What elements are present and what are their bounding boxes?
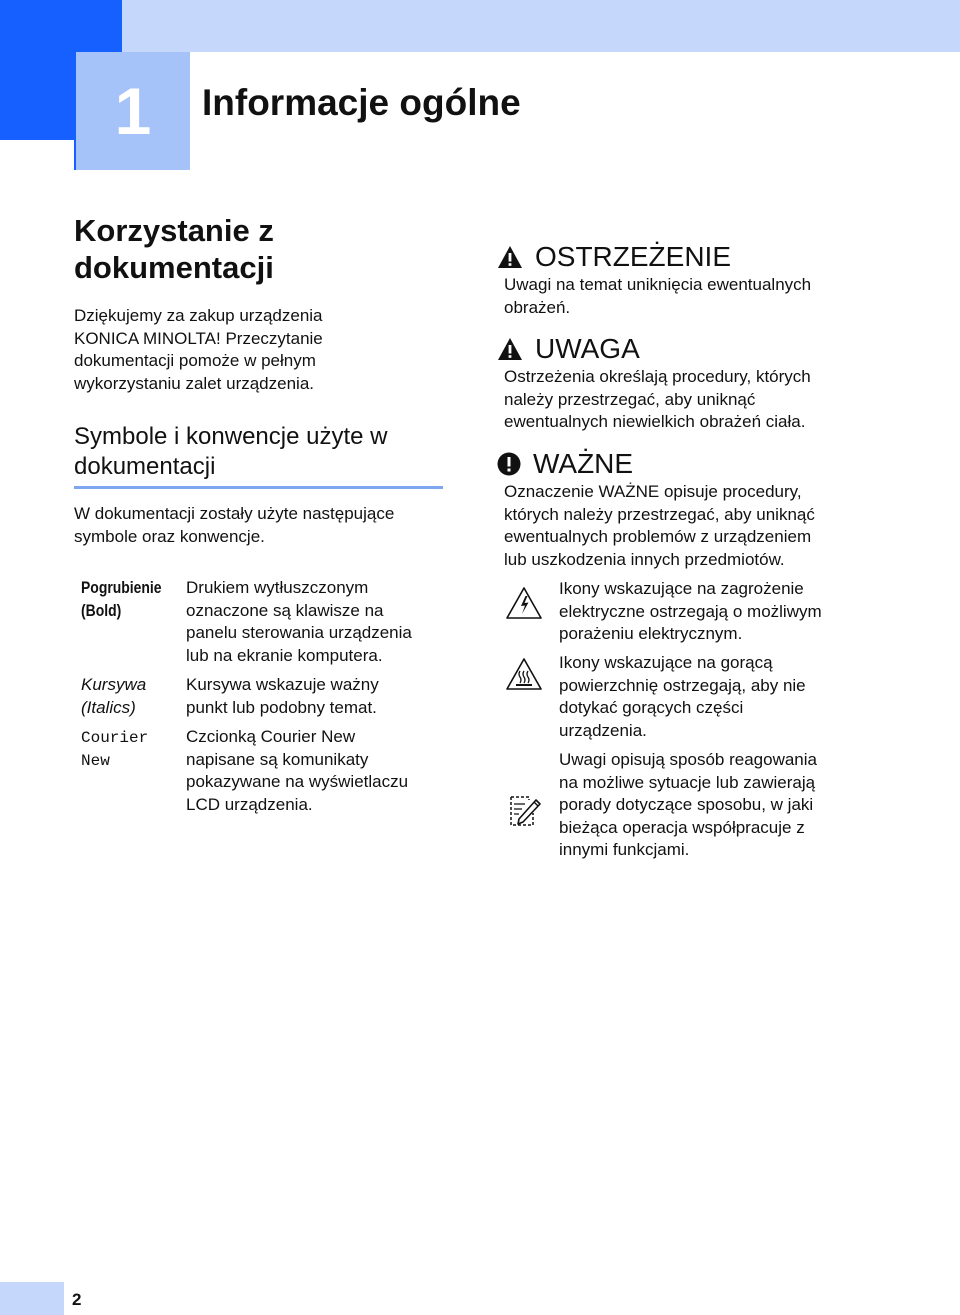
caution-text — [504, 366, 944, 434]
icon-item-line: urządzenia. — [559, 720, 647, 740]
icon-item-line: powierzchnię ostrzegają, aby nie — [559, 675, 806, 695]
important-text — [504, 481, 944, 571]
intro-line: Dziękujemy za zakup urządzenia — [74, 306, 323, 325]
desc-line: lub na ekranie komputera. — [186, 645, 383, 665]
intro-line: wykorzystaniu zalet urządzenia. — [74, 373, 315, 393]
electrical-hazard-icon — [504, 585, 544, 621]
intro-line: KONICA MINOLTA! Przeczytanie — [74, 328, 323, 348]
notice-line: obrażeń. — [504, 297, 571, 317]
desc-line: napisane są komunikaty — [186, 749, 369, 769]
hot-surface-icon — [504, 656, 544, 692]
subsection-intro — [74, 503, 454, 548]
subsection-title-line: dokumentacji — [74, 453, 216, 480]
desc-line: oznaczone są klawisze na — [186, 600, 384, 620]
notice-line: Ostrzeżenia określają procedury, których — [504, 367, 811, 386]
desc-line: LCD urządzenia. — [186, 794, 313, 814]
important-heading — [497, 448, 633, 480]
electrical-hazard-text — [559, 578, 949, 646]
label-line: (Italics) — [81, 697, 136, 717]
icon-item-line: elektryczne ostrzegają o możliwym — [559, 601, 822, 621]
intro-line: dokumentacji pomoże w pełnym — [74, 351, 316, 370]
icon-item-line: porady dotyczące sposobu, w jaki — [559, 795, 814, 814]
notice-line: ewentualnych niewielkich obrażeń ciała. — [504, 412, 806, 431]
warning-heading — [497, 241, 731, 273]
header-band-light — [122, 0, 960, 52]
intro-line: symbole oraz konwencje. — [74, 526, 265, 546]
icon-item-line: dotykać gorących części — [559, 698, 744, 717]
icon-item-line: innymi funkcjami. — [559, 840, 690, 859]
subsection-rule — [74, 486, 443, 489]
note-icon — [504, 790, 544, 830]
page-number: 2 — [72, 1290, 82, 1309]
footer-tab — [0, 1282, 64, 1315]
notice-line: Oznaczenie WAŻNE opisuje procedury, — [504, 482, 802, 501]
exclamation-circle-icon — [497, 452, 521, 476]
section-title-line: Korzystanie z — [74, 213, 274, 248]
intro-line: W dokumentacji zostały użyte następujące — [74, 504, 395, 523]
convention-desc-italic — [186, 674, 456, 719]
label-line: Kursywa — [81, 675, 147, 694]
desc-line: Drukiem wytłuszczonym — [186, 578, 369, 597]
section-title — [74, 212, 454, 286]
desc-line: Czcionką Courier New — [186, 727, 356, 746]
note-text — [559, 749, 949, 862]
hot-surface-text — [559, 652, 949, 742]
desc-line: pokazywane na wyświetlaczu — [186, 772, 409, 791]
subsection-title — [74, 422, 454, 482]
section-intro — [74, 305, 454, 395]
warning-triangle-icon — [497, 245, 523, 269]
label-line: (Bold) — [81, 600, 122, 620]
warning-text — [504, 274, 944, 319]
chapter-number: 1 — [74, 52, 190, 170]
notice-line: ewentualnych problemów z urządzeniem — [504, 527, 812, 546]
label-line: Pogrubienie — [81, 578, 162, 597]
caution-heading — [497, 333, 640, 365]
notice-line: lub uszkodzenia innych przedmiotów. — [504, 549, 785, 569]
chapter-title: Informacje ogólne — [202, 82, 521, 123]
caution-triangle-icon — [497, 337, 523, 361]
convention-label-bold — [81, 577, 181, 622]
desc-line: panelu sterowania urządzenia — [186, 623, 412, 642]
convention-label-courier — [81, 727, 181, 772]
icon-item-line: na możliwe sytuacje lub zawierają — [559, 772, 816, 792]
desc-line: punkt lub podobny temat. — [186, 697, 377, 717]
warning-title: OSTRZEŻENIE — [535, 241, 732, 272]
notice-line: należy przestrzegać, aby uniknąć — [504, 389, 756, 409]
important-title: WAŻNE — [533, 448, 634, 479]
icon-item-line: Uwagi opisują sposób reagowania — [559, 750, 817, 769]
desc-line: Kursywa wskazuje ważny — [186, 675, 379, 694]
label-line: Courier — [81, 729, 149, 747]
icon-item-line: bieżąca operacja współpracuje z — [559, 817, 805, 837]
subsection-title-line: Symbole i konwencje użyte w — [74, 423, 388, 450]
section-title-line: dokumentacji — [74, 250, 274, 285]
convention-label-italic — [81, 674, 181, 719]
convention-desc-courier — [186, 726, 456, 816]
icon-item-line: Ikony wskazujące na zagrożenie — [559, 579, 804, 598]
icon-item-line: porażeniu elektrycznym. — [559, 624, 743, 643]
caution-title: UWAGA — [535, 333, 640, 364]
notice-line: Uwagi na temat uniknięcia ewentualnych — [504, 275, 812, 294]
notice-line: których należy przestrzegać, aby uniknąć — [504, 504, 815, 524]
convention-desc-bold — [186, 577, 456, 667]
icon-item-line: Ikony wskazujące na gorącą — [559, 653, 773, 672]
label-line: New — [81, 751, 110, 770]
